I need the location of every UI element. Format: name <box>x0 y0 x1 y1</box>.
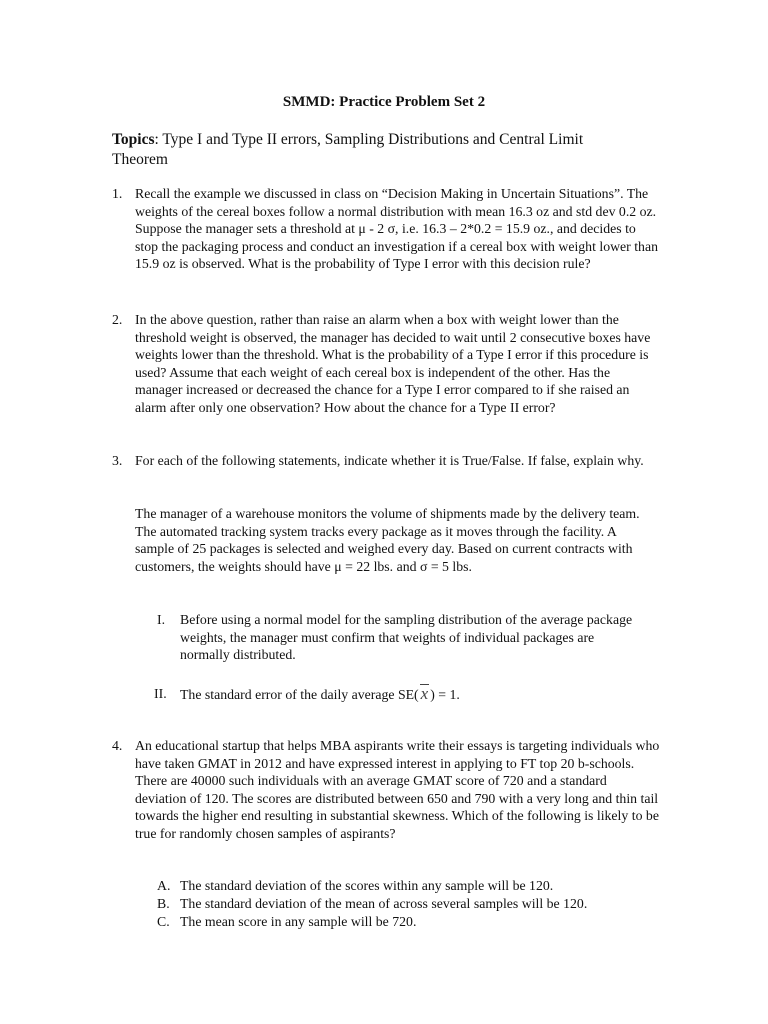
topics-text: : Type I and Type II errors, Sampling Distributions and Central Limit Theorem <box>112 131 584 168</box>
item-2-text-after: ) = 1. <box>430 687 460 702</box>
question-3-number: 3. <box>112 453 123 468</box>
item-1-mark: I. <box>157 612 166 627</box>
option-c-text: The mean score in any sample will be 720. <box>180 914 417 929</box>
question-3-paragraph: The manager of a warehouse monitors the volume of shipments made by the delivery team. The automated tracking system tracks every package as it moves through the facility. A sample of 25 packages is selected and weighed every day. Based on current contracts with customers, the weights should have μ = 22 lbs. and σ = 5 lbs. <box>135 506 640 574</box>
option-c-mark: C. <box>157 914 170 929</box>
question-4-option-c <box>157 913 647 931</box>
question-4-number: 4. <box>112 738 123 753</box>
question-1-text: Recall the example we discussed in class on “Decision Making in Uncertain Situations”. The weights of the cereal boxes follow a normal distribution with mean 16.3 oz and std dev 0.2 oz. Suppose the manager sets a threshold at μ - 2 σ, i.e. 16.3 – 2*0.2 = 15.9 oz., and decides to stop the packaging process and conduct an investigation if a cereal box with weight lower than 15.9 oz is observed. What is the probability of Type I error with this decision rule? <box>135 186 658 272</box>
question-2-text: In the above question, rather than raise an alarm when a box with weight lower than the threshold weight is observed, the manager has decided to wait until 2 consecutive boxes have weights lower than the threshold. What is the probability of a Type I error if this procedure is used? Assume that each weight of each cereal box is independent of the other. Has the manager increased or decreased the chance for a Type I error compared to if she raised an alarm after only one observation? How about the chance for a Type II error? <box>135 312 651 415</box>
question-3 <box>112 452 660 470</box>
topics-line <box>112 130 632 170</box>
question-4-option-b <box>157 895 647 913</box>
option-a-text: The standard deviation of the scores within any sample will be 120. <box>180 878 554 893</box>
question-2-number: 2. <box>112 312 123 327</box>
item-2-mark: II. <box>154 686 167 701</box>
question-3-text: For each of the following statements, indicate whether it is True/False. If false, explain why. <box>135 453 644 468</box>
option-b-mark: B. <box>157 896 170 911</box>
topics-label: Topics <box>112 131 155 148</box>
question-1 <box>112 185 660 273</box>
option-b-text: The standard deviation of the mean of across several samples will be 120. <box>180 896 588 911</box>
question-1-number: 1. <box>112 186 123 201</box>
question-3-item-1 <box>157 611 637 664</box>
item-2-text-before: The standard error of the daily average SE( <box>180 687 419 702</box>
page-title: SMMD: Practice Problem Set 2 <box>282 94 486 110</box>
item-1-text: Before using a normal model for the sampling distribution of the average package weights, the manager must confirm that weights of individual packages are normally distributed. <box>180 612 633 663</box>
question-4 <box>112 737 660 843</box>
question-4-option-a <box>157 877 647 895</box>
question-2 <box>112 311 660 417</box>
x-bar-symbol: x <box>420 684 429 703</box>
option-a-mark: A. <box>157 878 171 893</box>
question-4-text: An educational startup that helps MBA aspirants write their essays is targeting individuals who have taken GMAT in 2012 and have expressed interest in applying to FT top 20 b-schools. There are 40000 such individuals with an average GMAT score of 720 and a standard deviation of 120. The scores are distributed between 650 and 790 with a very long and thin tail towards the higher end resulting in substantial skewness. Which of the following is likely to be true for randomly chosen samples of aspirants? <box>135 738 660 841</box>
question-3-item-2 <box>154 685 634 704</box>
